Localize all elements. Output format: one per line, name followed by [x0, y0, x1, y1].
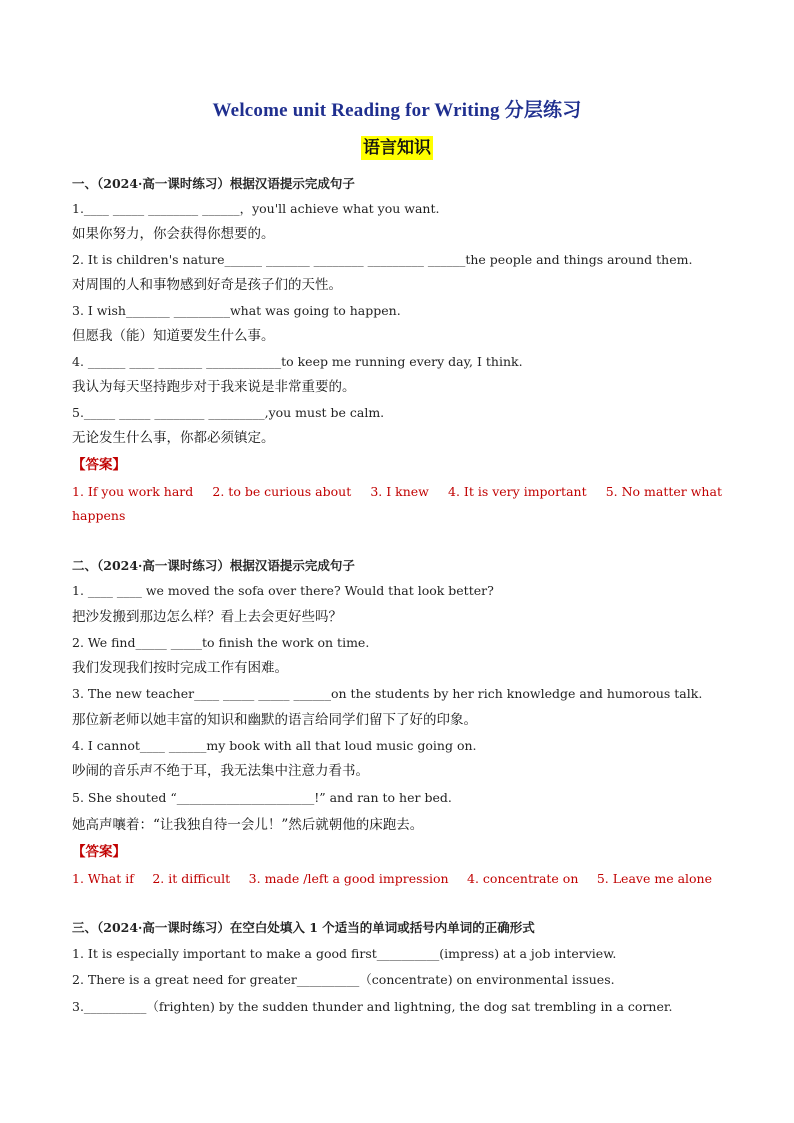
- s2-answer-row: [72, 870, 712, 888]
- s1-answer-continued: happens: [72, 508, 126, 523]
- s2-answer-label: 【答案】: [72, 844, 126, 860]
- s1-answer-5: 5. No matter what: [605, 484, 722, 499]
- s2-answer-2: 2. it difficult: [152, 871, 231, 886]
- s2-question-4-cn: 吵闹的音乐声不绝于耳，我无法集中注意力看书。: [72, 763, 369, 779]
- s1-answer-1: 1. If you work hard: [72, 484, 194, 499]
- s1-question-2: 2. It is children's nature______ _______ ________ _________ ______the people and things around them.: [72, 252, 693, 267]
- s1-question-5: 5._____ _____ ________ _________,you must be calm.: [72, 405, 385, 420]
- s1-question-4-cn: 我认为每天坚持跑步对于我来说是非常重要的。: [72, 379, 356, 395]
- s2-answer-3: 3. made /left a good impression: [248, 871, 449, 886]
- s1-question-2-cn: 对周围的人和事物感到好奇是孩子们的天性。: [72, 277, 342, 293]
- s2-question-3-cn: 那位新老师以她丰富的知识和幽默的语言给同学们留下了好的印象。: [72, 712, 477, 728]
- s2-question-4: 4. I cannot____ ______my book with all that loud music going on.: [72, 738, 477, 753]
- s1-question-1: 1.____ _____ ________ ______，you'll achieve what you want.: [72, 201, 440, 216]
- s1-question-3: 3. I wish_______ _________what was going to happen.: [72, 303, 401, 318]
- s1-question-3-cn: 但愿我（能）知道要发生什么事。: [72, 328, 275, 344]
- subtitle-wrap: [0, 136, 794, 160]
- s3-question-3: 3.__________（frighten) by the sudden thunder and lightning, the dog sat trembling in a corner.: [72, 999, 673, 1014]
- s2-answer-5: 5. Leave me alone: [596, 871, 712, 886]
- s1-question-5-cn: 无论发生什么事，你都必须镇定。: [72, 430, 275, 446]
- s1-answer-row: [72, 483, 722, 501]
- s2-question-1-cn: 把沙发搬到那边怎么样？看上去会更好些吗？: [72, 609, 342, 625]
- s2-question-3: 3. The new teacher____ _____ _____ ______on the students by her rich knowledge and humorous talk.: [72, 686, 703, 701]
- s1-question-4: 4. ______ ____ _______ ____________to keep me running every day, I think.: [72, 354, 523, 369]
- s2-question-5: 5. She shouted “______________________!” and ran to her bed.: [72, 790, 452, 805]
- s2-question-2: 2. We find_____ _____to finish the work on time.: [72, 635, 370, 650]
- s1-answer-label: 【答案】: [72, 457, 126, 473]
- s1-answer-3: 3. I knew: [370, 484, 429, 499]
- s2-question-2-cn: 我们发现我们按时完成工作有困难。: [72, 660, 288, 676]
- section-subtitle: 语言知识: [363, 138, 431, 158]
- section1-heading: 一、（2024·高一课时练习）根据汉语提示完成句子: [72, 176, 355, 191]
- s1-answer-4: 4. It is very important: [448, 484, 587, 499]
- s3-question-2: 2. There is a great need for greater__________（concentrate) on environmental issues.: [72, 972, 615, 987]
- s1-answer-2: 2. to be curious about: [212, 484, 352, 499]
- s2-answer-4: 4. concentrate on: [467, 871, 579, 886]
- s2-question-5-cn: 她高声嚷着：“让我独自待一会儿！”然后就朝他的床跑去。: [72, 817, 424, 833]
- s1-question-1-cn: 如果你努力，你会获得你想要的。: [72, 226, 275, 242]
- s2-question-1: 1. ____ ____ we moved the sofa over there? Would that look better?: [72, 583, 494, 598]
- s2-answer-1: 1. What if: [72, 871, 134, 886]
- s3-question-1: 1. It is especially important to make a good first__________(impress) at a job interview.: [72, 946, 617, 961]
- page-title: Welcome unit Reading for Writing 分层练习: [212, 100, 582, 121]
- section3-heading: 三、（2024·高一课时练习）在空白处填入 1 个适当的单词或括号内单词的正确形式: [72, 920, 535, 935]
- section2-heading: 二、（2024·高一课时练习）根据汉语提示完成句子: [72, 558, 355, 573]
